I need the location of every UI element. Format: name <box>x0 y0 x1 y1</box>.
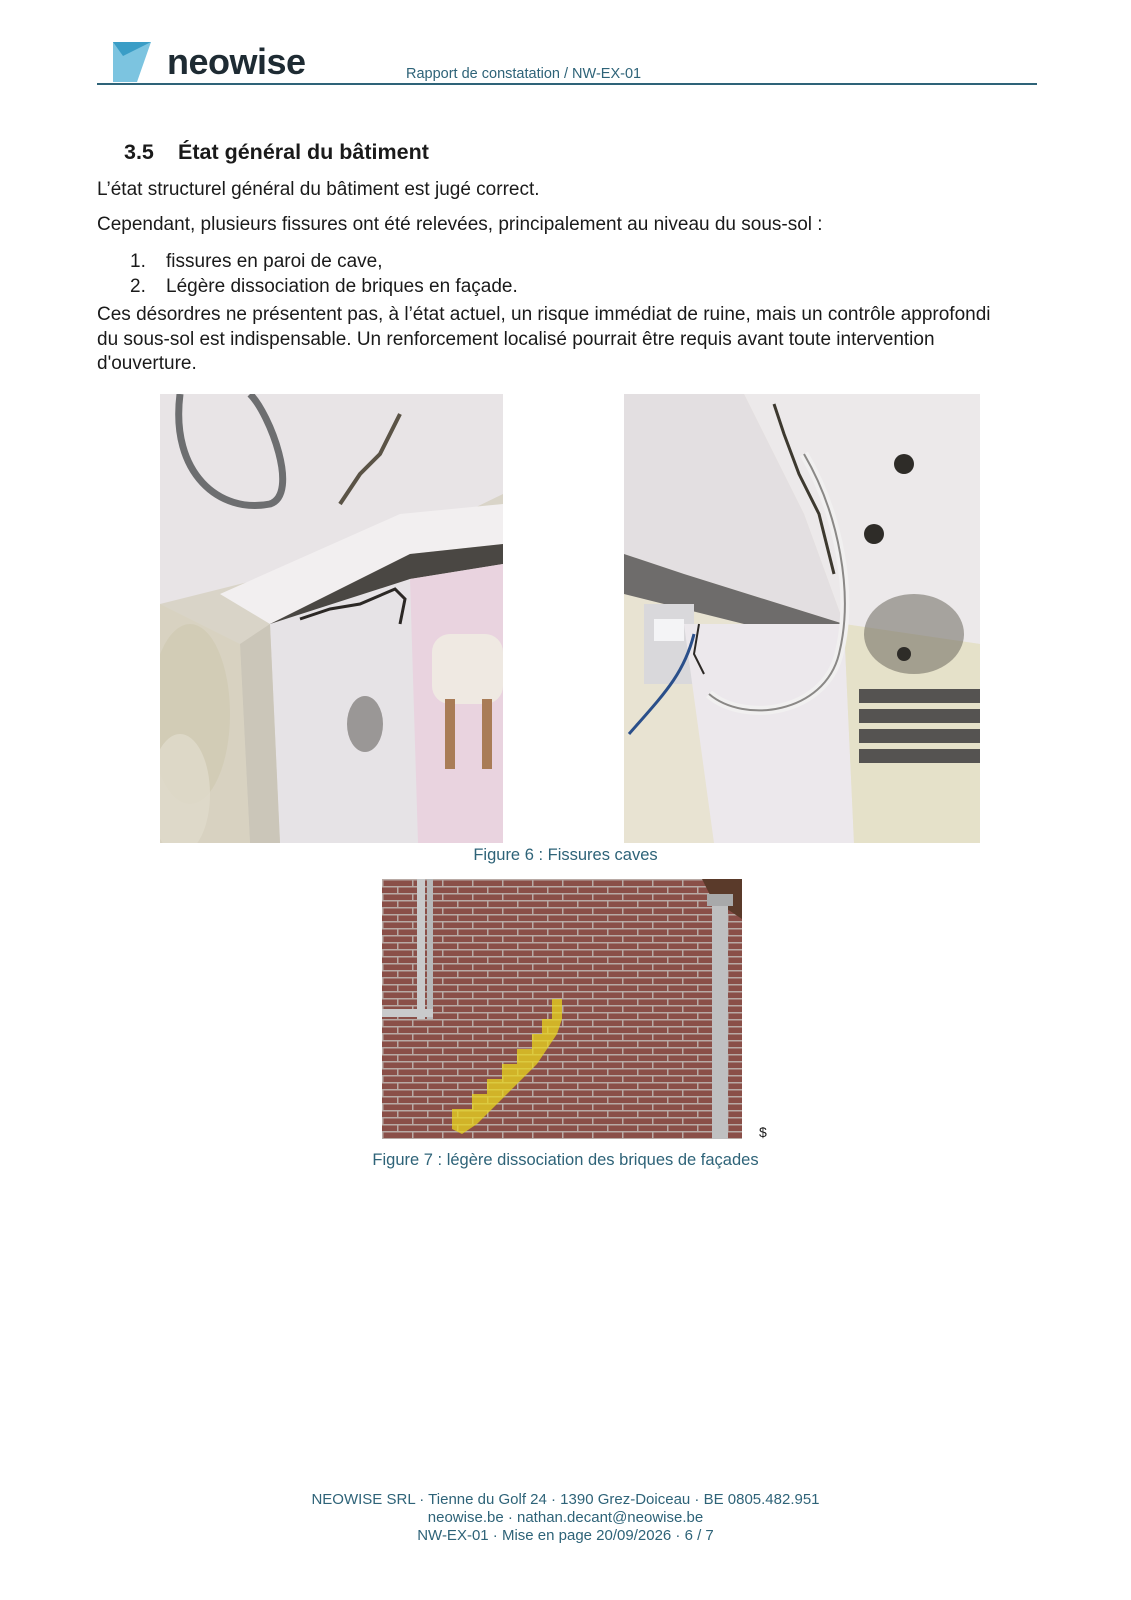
company-logo <box>113 42 306 82</box>
list-number: 2. <box>130 275 146 297</box>
photo-cellar-crack-right <box>624 394 980 843</box>
section-heading <box>124 140 429 165</box>
paragraph-structural-state: L’état structurel général du bâtiment est jugé correct. <box>97 179 540 200</box>
footer-contact-line: neowise.be · nathan.decant@neowise.be <box>427 1509 704 1526</box>
list-text: Légère dissociation de briques en façade. <box>166 275 518 297</box>
list-number: 1. <box>130 251 146 272</box>
figure-7-caption: Figure 7 : légère dissociation des briques de façades <box>372 1151 759 1169</box>
paragraph-conclusion: Ces désordres ne présentent pas, à l’état actuel, un risque immédiat de ruine, mais un contrôle approfondi du sous-sol est indispensable. Un renforcement localisé pourrait être requis avant toute intervention d'ouverture. <box>97 304 991 374</box>
photo-facade-bricks <box>382 879 742 1139</box>
list-text: fissures en paroi de cave, <box>166 251 383 272</box>
section-number: 3.5 <box>124 140 154 164</box>
neowise-logo-icon <box>113 42 151 82</box>
figure-6-caption: Figure 6 : Fissures caves <box>473 846 658 864</box>
footer-page-line: NW-EX-01 · Mise en page 20/09/2026 · 6 / 7 <box>417 1527 714 1544</box>
photo-cellar-crack-left <box>160 394 503 843</box>
logo-wordmark: neowise <box>167 41 306 82</box>
list-item <box>130 275 518 300</box>
list-item <box>130 250 518 275</box>
defects-list <box>130 250 518 299</box>
header-divider <box>97 83 1037 85</box>
footer-company-line: NEOWISE SRL · Tienne du Golf 24 · 1390 Grez-Doiceau · BE 0805.482.951 <box>311 1491 820 1508</box>
document-reference: Rapport de constatation / NW-EX-01 <box>406 66 642 82</box>
section-title: État général du bâtiment <box>178 140 429 164</box>
stray-character: $ <box>759 1124 767 1140</box>
paragraph-cracks-intro: Cependant, plusieurs fissures ont été relevées, principalement au niveau du sous-sol : <box>97 214 823 235</box>
